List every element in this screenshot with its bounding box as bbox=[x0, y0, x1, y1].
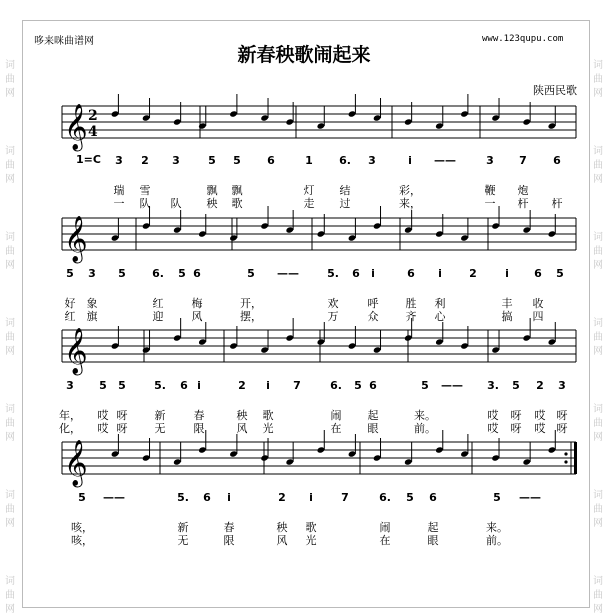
lyric-verse-1: 咳， bbox=[71, 521, 93, 534]
lyric-verse-2: 在 bbox=[330, 422, 342, 435]
treble-clef: 𝄞 bbox=[64, 328, 88, 374]
lyric-verse-2: 风 bbox=[276, 534, 288, 547]
jianpu-note: 6 bbox=[429, 491, 437, 504]
lyric-verse-1: 瑞 bbox=[113, 184, 125, 197]
lyric-verse-1: 利 bbox=[434, 297, 446, 310]
jianpu-note: 6 bbox=[203, 491, 211, 504]
jianpu-note: 2 bbox=[141, 154, 149, 167]
lyric-verse-1: 歌 bbox=[262, 409, 274, 422]
lyric-verse-1: 结 bbox=[339, 184, 351, 197]
jianpu-note: i bbox=[197, 379, 201, 392]
jianpu-note: 5 bbox=[178, 267, 186, 280]
jianpu-note: —— bbox=[441, 379, 463, 392]
jianpu-note: 2 bbox=[238, 379, 246, 392]
lyric-verse-2: 心 bbox=[434, 310, 446, 323]
lyric-verse-2: 无 bbox=[177, 534, 189, 547]
lyric-verse-1: 灯 bbox=[303, 184, 315, 197]
lyric-verse-1: 哎 bbox=[534, 409, 546, 422]
jianpu-note: 2 bbox=[278, 491, 286, 504]
jianpu-note: 2 bbox=[469, 267, 477, 280]
watermark-char: 曲 bbox=[593, 418, 603, 429]
watermark-char: 词 bbox=[593, 318, 603, 329]
lyric-verse-2: 四 bbox=[532, 310, 544, 323]
lyric-verse-1: 年， bbox=[59, 409, 81, 422]
lyric-verse-1: 彩， bbox=[399, 184, 421, 197]
lyric-verse-1: 哎 bbox=[487, 409, 499, 422]
watermark-char: 曲 bbox=[5, 332, 15, 343]
lyric-verse-2: 一 bbox=[484, 197, 496, 210]
lyric-verse-2: 呀 bbox=[556, 422, 568, 435]
jianpu-note: 5 bbox=[493, 491, 501, 504]
lyric-verse-1: 来。 bbox=[486, 521, 508, 534]
jianpu-note: 3 bbox=[368, 154, 376, 167]
jianpu-note: 5 bbox=[247, 267, 255, 280]
repeat-dot bbox=[564, 460, 567, 463]
jianpu-note: 5 bbox=[118, 267, 126, 280]
jianpu-note: 5 bbox=[556, 267, 564, 280]
watermark-char: 词 bbox=[5, 232, 15, 243]
jianpu-note: 5 bbox=[66, 267, 74, 280]
watermark-char: 网 bbox=[5, 518, 15, 529]
repeat-dot bbox=[564, 452, 567, 455]
jianpu-note: 3 bbox=[486, 154, 494, 167]
jianpu-note: i bbox=[227, 491, 231, 504]
lyric-verse-2: 限 bbox=[193, 422, 205, 435]
lyric-verse-1: 胜 bbox=[405, 297, 417, 310]
lyric-verse-2: 杆 bbox=[551, 197, 563, 210]
watermark-char: 网 bbox=[5, 604, 15, 615]
jianpu-note: 1 bbox=[305, 154, 313, 167]
lyric-verse-1: 秧 bbox=[236, 409, 248, 422]
lyric-verse-1: 红 bbox=[152, 297, 164, 310]
lyric-verse-2: 哎 bbox=[534, 422, 546, 435]
jianpu-note: 7 bbox=[341, 491, 349, 504]
jianpu-note: i bbox=[505, 267, 509, 280]
lyric-verse-1: 炮 bbox=[517, 184, 529, 197]
lyric-verse-1: 呀 bbox=[116, 409, 128, 422]
watermark-char: 曲 bbox=[593, 74, 603, 85]
lyric-verse-1: 呀 bbox=[556, 409, 568, 422]
lyric-verse-1: 欢 bbox=[327, 297, 339, 310]
lyric-verse-2: 一 bbox=[113, 197, 125, 210]
watermark-char: 网 bbox=[5, 260, 15, 271]
lyric-verse-2: 迎 bbox=[152, 310, 164, 323]
watermark-char: 曲 bbox=[5, 74, 15, 85]
final-barline bbox=[574, 442, 577, 474]
site-name: 哆来咪曲谱网 bbox=[34, 36, 94, 47]
jianpu-note: 7 bbox=[519, 154, 527, 167]
jianpu-note: 6 bbox=[267, 154, 275, 167]
jianpu-note: 5 bbox=[118, 379, 126, 392]
lyric-verse-2: 过 bbox=[339, 197, 351, 210]
jianpu-note: 6 bbox=[180, 379, 188, 392]
jianpu-note: i bbox=[408, 154, 412, 167]
lyric-verse-2: 队 bbox=[139, 197, 151, 210]
jianpu-note: i bbox=[266, 379, 270, 392]
lyric-verse-2: 红 bbox=[64, 310, 76, 323]
lyric-verse-1: 闹 bbox=[379, 521, 391, 534]
watermark-char: 词 bbox=[5, 490, 15, 501]
lyric-verse-2: 搞 bbox=[501, 310, 513, 323]
lyric-verse-1: 雪 bbox=[139, 184, 151, 197]
song-title: 新春秧歌闹起来 bbox=[237, 44, 371, 66]
watermark-char: 网 bbox=[593, 604, 603, 615]
jianpu-note: 6 bbox=[407, 267, 415, 280]
watermark-char: 曲 bbox=[5, 418, 15, 429]
lyric-verse-2: 哎 bbox=[487, 422, 499, 435]
watermark-char: 词 bbox=[593, 490, 603, 501]
lyric-verse-1: 鞭 bbox=[484, 184, 496, 197]
jianpu-note: —— bbox=[519, 491, 541, 504]
lyric-verse-2: 咳， bbox=[71, 534, 93, 547]
watermark-char: 网 bbox=[593, 88, 603, 99]
lyric-verse-2: 哎 bbox=[97, 422, 109, 435]
jianpu-note: 2 bbox=[536, 379, 544, 392]
jianpu-note: i bbox=[309, 491, 313, 504]
jianpu-note: 6 bbox=[193, 267, 201, 280]
jianpu-note: 3 bbox=[558, 379, 566, 392]
key-signature: 1=C bbox=[76, 153, 101, 166]
lyric-verse-2: 在 bbox=[379, 534, 391, 547]
lyric-verse-2: 众 bbox=[367, 310, 379, 323]
lyric-verse-2: 走 bbox=[303, 197, 315, 210]
lyric-verse-1: 闹 bbox=[330, 409, 342, 422]
watermark-char: 网 bbox=[5, 346, 15, 357]
lyric-verse-2: 风 bbox=[191, 310, 203, 323]
watermark-char: 网 bbox=[593, 260, 603, 271]
lyric-verse-1: 秧 bbox=[276, 521, 288, 534]
jianpu-note: 5 bbox=[78, 491, 86, 504]
jianpu-note: 5 bbox=[99, 379, 107, 392]
jianpu-note: 6. bbox=[152, 267, 164, 280]
jianpu-note: 3. bbox=[487, 379, 499, 392]
jianpu-note: 6 bbox=[352, 267, 360, 280]
jianpu-note: —— bbox=[277, 267, 299, 280]
watermark-char: 曲 bbox=[593, 504, 603, 515]
lyric-verse-1: 春 bbox=[223, 521, 235, 534]
jianpu-note: 5 bbox=[406, 491, 414, 504]
watermark-char: 词 bbox=[5, 318, 15, 329]
lyric-verse-1: 丰 bbox=[501, 297, 513, 310]
lyric-verse-2: 齐 bbox=[405, 310, 417, 323]
jianpu-note: 6 bbox=[369, 379, 377, 392]
jianpu-note: 5. bbox=[154, 379, 166, 392]
watermark-char: 词 bbox=[593, 232, 603, 243]
watermark-char: 词 bbox=[593, 404, 603, 415]
lyric-verse-1: 象 bbox=[86, 297, 98, 310]
watermark-char: 曲 bbox=[5, 246, 15, 257]
lyric-verse-1: 起 bbox=[427, 521, 439, 534]
lyric-verse-2: 秧 bbox=[206, 197, 218, 210]
lyric-verse-2: 歌 bbox=[231, 197, 243, 210]
watermark-char: 曲 bbox=[593, 590, 603, 601]
site-url: www.123qupu.com bbox=[482, 34, 564, 44]
watermark-char: 曲 bbox=[593, 160, 603, 171]
watermark-char: 词 bbox=[5, 576, 15, 587]
lyric-verse-1: 起 bbox=[367, 409, 379, 422]
jianpu-note: 5 bbox=[233, 154, 241, 167]
jianpu-note: i bbox=[371, 267, 375, 280]
lyric-verse-1: 歌 bbox=[305, 521, 317, 534]
jianpu-note: 6. bbox=[339, 154, 351, 167]
lyric-verse-1: 新 bbox=[154, 409, 166, 422]
lyric-verse-1: 来。 bbox=[414, 409, 436, 422]
jianpu-note: —— bbox=[434, 154, 456, 167]
watermark-char: 网 bbox=[593, 346, 603, 357]
lyric-verse-2: 杆 bbox=[517, 197, 529, 210]
time-sig-bottom: 4 bbox=[88, 124, 98, 140]
jianpu-note: 5 bbox=[208, 154, 216, 167]
jianpu-note: i bbox=[438, 267, 442, 280]
jianpu-note: 5 bbox=[421, 379, 429, 392]
lyric-verse-1: 哎 bbox=[97, 409, 109, 422]
time-sig-top: 2 bbox=[88, 108, 98, 124]
jianpu-note: 3 bbox=[88, 267, 96, 280]
watermark-char: 词 bbox=[593, 146, 603, 157]
treble-clef: 𝄞 bbox=[64, 440, 88, 486]
watermark-char: 词 bbox=[5, 404, 15, 415]
watermark-char: 网 bbox=[5, 88, 15, 99]
watermark-char: 曲 bbox=[5, 590, 15, 601]
watermark-char: 词 bbox=[593, 576, 603, 587]
lyric-verse-1: 收 bbox=[532, 297, 544, 310]
lyric-verse-2: 队 bbox=[170, 197, 182, 210]
lyric-verse-1: 呀 bbox=[510, 409, 522, 422]
jianpu-note: 3 bbox=[66, 379, 74, 392]
watermark-char: 曲 bbox=[593, 246, 603, 257]
lyric-verse-2: 前。 bbox=[486, 534, 508, 547]
lyric-verse-2: 风 bbox=[236, 422, 248, 435]
lyric-verse-2: 前。 bbox=[414, 422, 436, 435]
lyric-verse-1: 春 bbox=[193, 409, 205, 422]
lyric-verse-2: 无 bbox=[154, 422, 166, 435]
lyric-verse-2: 眼 bbox=[367, 422, 379, 435]
jianpu-note: 6. bbox=[379, 491, 391, 504]
jianpu-note: 5 bbox=[354, 379, 362, 392]
jianpu-note: 3 bbox=[172, 154, 180, 167]
watermark-char: 词 bbox=[5, 60, 15, 71]
composer-credit: 陕西民歌 bbox=[533, 84, 577, 97]
watermark-char: 曲 bbox=[593, 332, 603, 343]
lyric-verse-2: 化， bbox=[59, 422, 81, 435]
lyric-verse-2: 眼 bbox=[427, 534, 439, 547]
jianpu-note: 5 bbox=[512, 379, 520, 392]
lyric-verse-2: 摆， bbox=[240, 310, 262, 323]
jianpu-note: 3 bbox=[115, 154, 123, 167]
jianpu-note: 5. bbox=[177, 491, 189, 504]
lyric-verse-2: 万 bbox=[327, 310, 339, 323]
watermark-char: 词 bbox=[5, 146, 15, 157]
treble-clef: 𝄞 bbox=[64, 104, 88, 150]
watermark-char: 网 bbox=[593, 174, 603, 185]
watermark-char: 曲 bbox=[5, 160, 15, 171]
jianpu-note: 6 bbox=[553, 154, 561, 167]
lyric-verse-1: 梅 bbox=[191, 297, 203, 310]
jianpu-note: 7 bbox=[293, 379, 301, 392]
lyric-verse-2: 光 bbox=[305, 534, 317, 547]
watermark-char: 词 bbox=[593, 60, 603, 71]
watermark-char: 网 bbox=[5, 432, 15, 443]
lyric-verse-2: 光 bbox=[262, 422, 274, 435]
jianpu-note: 5. bbox=[327, 267, 339, 280]
treble-clef: 𝄞 bbox=[64, 216, 88, 262]
lyric-verse-1: 好 bbox=[64, 297, 76, 310]
lyric-verse-1: 飘 bbox=[206, 184, 218, 197]
lyric-verse-2: 旗 bbox=[86, 310, 98, 323]
lyric-verse-1: 新 bbox=[177, 521, 189, 534]
lyric-verse-2: 限 bbox=[223, 534, 235, 547]
lyric-verse-2: 呀 bbox=[116, 422, 128, 435]
jianpu-note: —— bbox=[103, 491, 125, 504]
jianpu-note: 6. bbox=[330, 379, 342, 392]
watermark-char: 网 bbox=[593, 518, 603, 529]
jianpu-note: 6 bbox=[534, 267, 542, 280]
lyric-verse-1: 开， bbox=[240, 297, 262, 310]
lyric-verse-2: 呀 bbox=[510, 422, 522, 435]
lyric-verse-1: 呼 bbox=[367, 297, 379, 310]
watermark-char: 网 bbox=[593, 432, 603, 443]
lyric-verse-2: 来， bbox=[399, 197, 421, 210]
lyric-verse-1: 飘 bbox=[231, 184, 243, 197]
watermark-char: 网 bbox=[5, 174, 15, 185]
watermark-char: 曲 bbox=[5, 504, 15, 515]
